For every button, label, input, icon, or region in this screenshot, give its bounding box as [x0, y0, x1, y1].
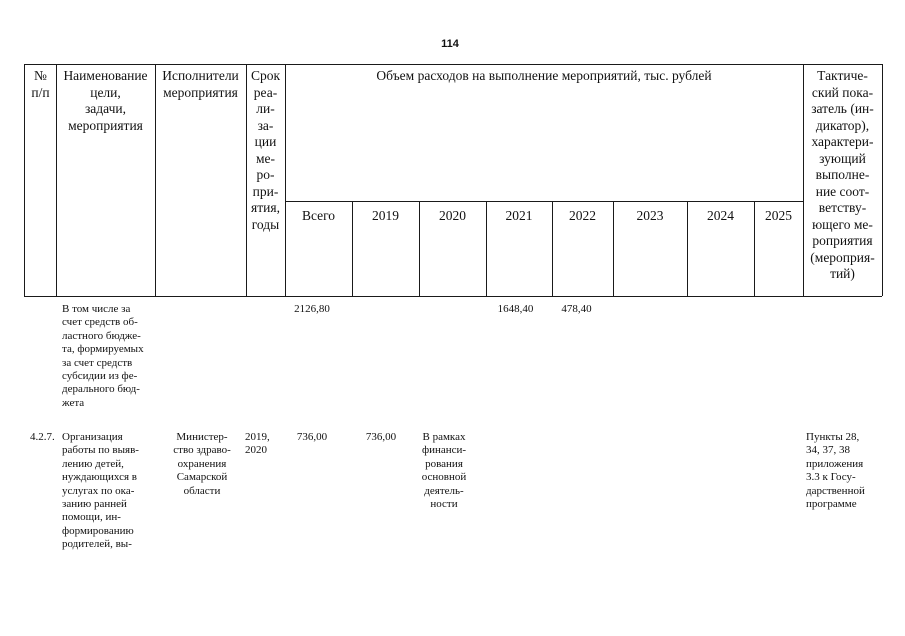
row-2-executor: Министер- ство здраво- охранения Самарской области: [173, 431, 231, 497]
header-year-2024: 2024: [707, 208, 734, 223]
row-1-2021: 1648,40: [497, 303, 534, 315]
row-1-total: 2126,80: [294, 303, 330, 315]
header-executors: Исполнители мероприятия: [162, 68, 239, 100]
col-border-6: [882, 64, 883, 296]
page-number: 114: [441, 38, 459, 50]
table-header-bottom-border: [24, 296, 882, 297]
header-year-2022: 2022: [569, 208, 596, 223]
row-1-name: В том числе за счет средств об- ластного бюдже- та, формируемых за счет средств субсидии из фе- дерального бюд- жета: [62, 303, 144, 409]
row-2-2020: В рамках финанси- рования основной деятель- ности: [421, 431, 467, 511]
header-name: Наименование цели, задачи, мероприятия: [63, 68, 148, 133]
year-row-divider: [285, 201, 803, 202]
row-1-2022: 478,40: [561, 303, 592, 315]
row-2-term: 2019, 2020: [245, 431, 270, 457]
header-indicator: Тактиче- ский пока- затель (ин- дикатор), характери- зующий выполне- ние соот- ветству- ющего ме- роприятия (мероприя- тий): [810, 68, 875, 281]
table-top-border: [24, 64, 882, 65]
header-year-2021: 2021: [505, 208, 533, 223]
row-2-number: 4.2.7.: [30, 431, 55, 443]
row-2-total: 736,00: [296, 431, 328, 443]
header-year-2025: 2025: [765, 208, 792, 223]
header-total: Всего: [301, 208, 336, 223]
header-num: № п/п: [31, 68, 50, 100]
header-year-2023: 2023: [636, 208, 664, 223]
row-2-indicator: Пункты 28, 34, 37, 38 приложения 3.3 к Госу- дарственной программе: [806, 431, 865, 511]
header-year-2020: 2020: [439, 208, 466, 223]
row-2-name: Организация работы по выяв- лению детей, нуждающихся в услугах по ока- занию ранней помощи, ин- формированию родителей, вы-: [62, 431, 139, 551]
header-terms: Срок реа- ли- за- ции ме- ро- при- ятия, годы: [250, 68, 281, 232]
header-expenses: Объем расходов на выполнение мероприятий, тыс. рублей: [376, 68, 712, 83]
col-border-4: [285, 64, 286, 296]
row-2-2019: 736,00: [365, 431, 397, 443]
header-year-2019: 2019: [372, 208, 399, 223]
